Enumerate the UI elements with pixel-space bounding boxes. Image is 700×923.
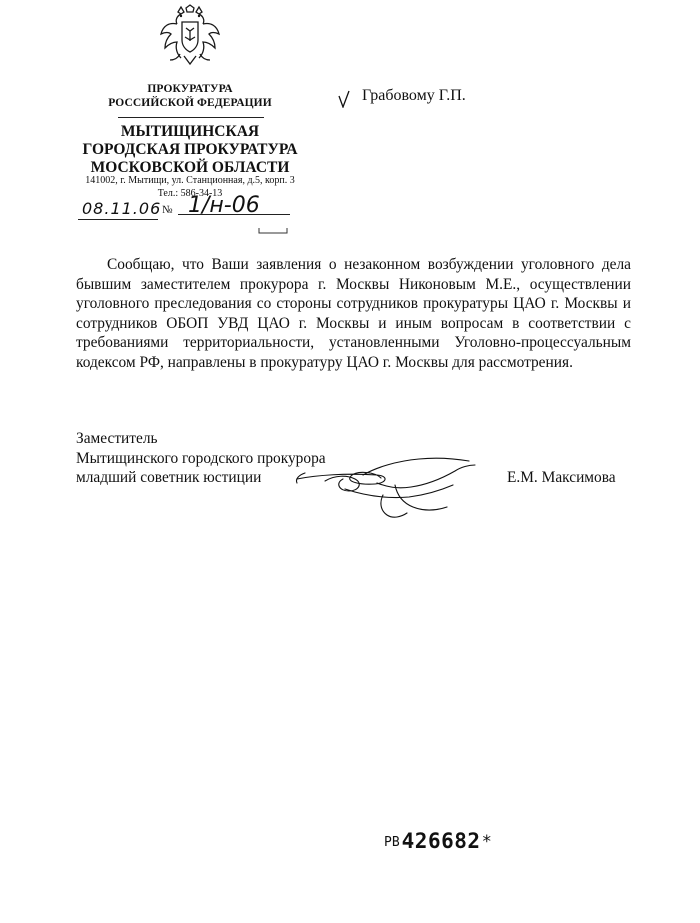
organization-name-line1: МЫТИЩИНСКАЯ	[120, 123, 260, 140]
date-underline	[78, 219, 158, 220]
signatory-rank: младший советник юстиции	[76, 469, 262, 486]
header-divider	[118, 117, 264, 118]
handwritten-signature-icon	[285, 455, 505, 520]
serial-suffix: *	[482, 832, 492, 852]
signatory-position-line1: Заместитель	[76, 430, 158, 447]
serial-prefix: РВ	[384, 835, 400, 850]
number-underline	[178, 214, 290, 215]
letter-body-paragraph: Сообщаю, что Ваши заявления о незаконном возбуждении уголовного дела бывшим заместителем прокурора г. Москвы Никоновым М.Е., осуществлении уголовного преследования со стороны сотрудников прокуратуры ЦАО г. Москвы и сотрудников ОБОП УВД ЦАО г. Москвы и иным вопросам в соответствии с требованиями территориальности, установленными Уголовно-процессуальным кодексом РФ, направлены в прокуратуру ЦАО г. Москвы для рассмотрения.	[76, 256, 631, 371]
signatory-name: Е.М. Максимова	[507, 469, 616, 486]
organization-name-line3: МОСКОВСКОЙ ОБЛАСТИ	[90, 159, 290, 176]
outgoing-number: 1/н-06	[188, 193, 260, 218]
signatory-position-line2: Мытищинского городского прокурора	[76, 449, 326, 467]
organization-name-line2: ГОРОДСКАЯ ПРОКУРАТУРА	[82, 141, 298, 158]
coat-of-arms-icon	[158, 4, 222, 72]
outgoing-date: 08.11.06	[82, 199, 162, 218]
document-serial-number	[384, 829, 491, 853]
checkmark-icon	[338, 90, 350, 108]
serial-number: 426682	[401, 829, 481, 853]
corner-bracket-mark	[258, 227, 288, 235]
organization-address: 141002, г. Мытищи, ул. Станционная, д.5, корп. 3	[85, 175, 295, 186]
number-sign: №	[162, 204, 173, 216]
agency-name-line1: ПРОКУРАТУРА	[147, 83, 233, 95]
recipient-name: Грабовому Г.П.	[362, 87, 466, 104]
agency-name-line2: РОССИЙСКОЙ ФЕДЕРАЦИИ	[108, 97, 272, 109]
organization-phone: Тел.: 586-34-13	[157, 188, 223, 199]
